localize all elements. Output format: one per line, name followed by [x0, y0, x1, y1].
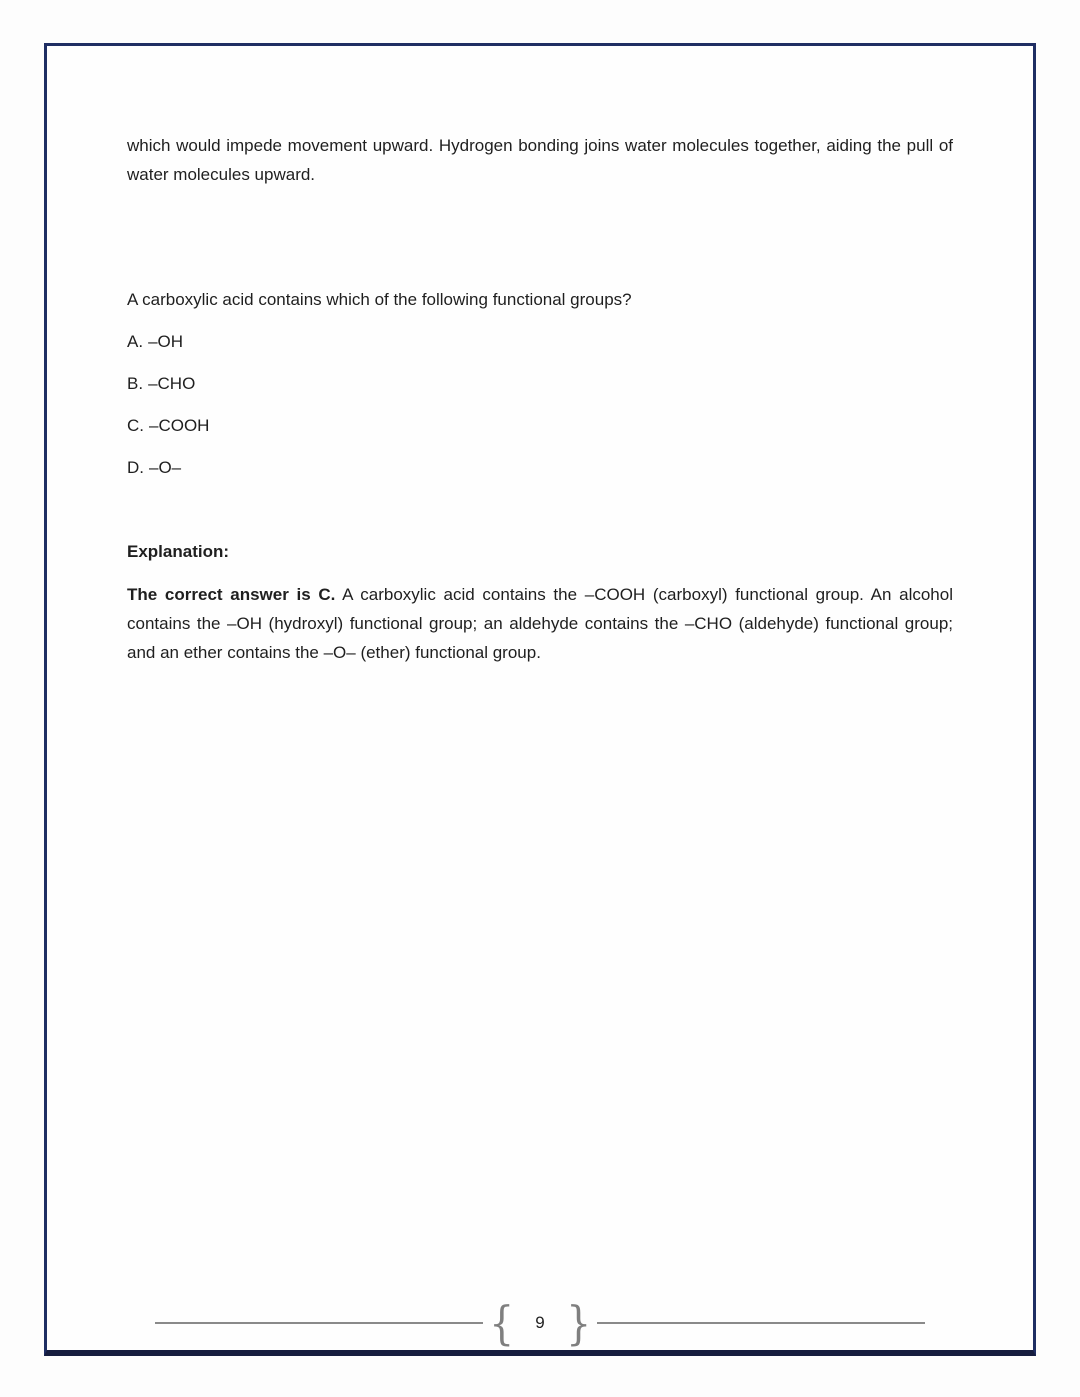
option-a-label: A.: [127, 332, 144, 351]
footer-inner: [155, 1296, 925, 1350]
left-brace-ornament: {: [488, 1296, 514, 1350]
right-brace-ornament: }: [566, 1296, 592, 1350]
page-footer: [47, 1291, 1033, 1355]
explanation-heading: Explanation:: [127, 542, 230, 561]
question-text: A carboxylic acid contains which of the following functional groups?: [127, 290, 632, 309]
option-a: [127, 327, 953, 356]
option-c-text: –COOH: [149, 416, 210, 435]
options-list: [127, 327, 953, 482]
option-a-text: –OH: [148, 332, 184, 351]
option-b: [127, 369, 953, 398]
footer-rule-left: [155, 1322, 483, 1324]
explanation-answer: The correct answer is C.: [127, 585, 336, 604]
option-b-text: –CHO: [148, 374, 196, 393]
footer-rule-right: [597, 1322, 925, 1324]
option-b-label: B.: [127, 374, 144, 393]
explanation-detail: A carboxylic acid contains the –COOH (carboxyl) functional group. An alcohol contains the –OH (hydroxyl) functional group; an aldehyde contains the –CHO (aldehyde) functional group; and an ether contains the –O– (ether) functional group.: [127, 585, 953, 662]
option-d-text: –O–: [149, 458, 182, 477]
page-number: 9: [535, 1313, 545, 1332]
option-d: [127, 453, 953, 482]
document-page-frame: [44, 43, 1036, 1356]
option-c: [127, 411, 953, 440]
option-d-label: D.: [127, 458, 144, 477]
page-content: [127, 131, 953, 667]
option-c-label: C.: [127, 416, 144, 435]
explanation-paragraph: [127, 580, 953, 667]
intro-paragraph: which would impede movement upward. Hydrogen bonding joins water molecules together, aiding the pull of water molecules upward.: [127, 136, 953, 184]
